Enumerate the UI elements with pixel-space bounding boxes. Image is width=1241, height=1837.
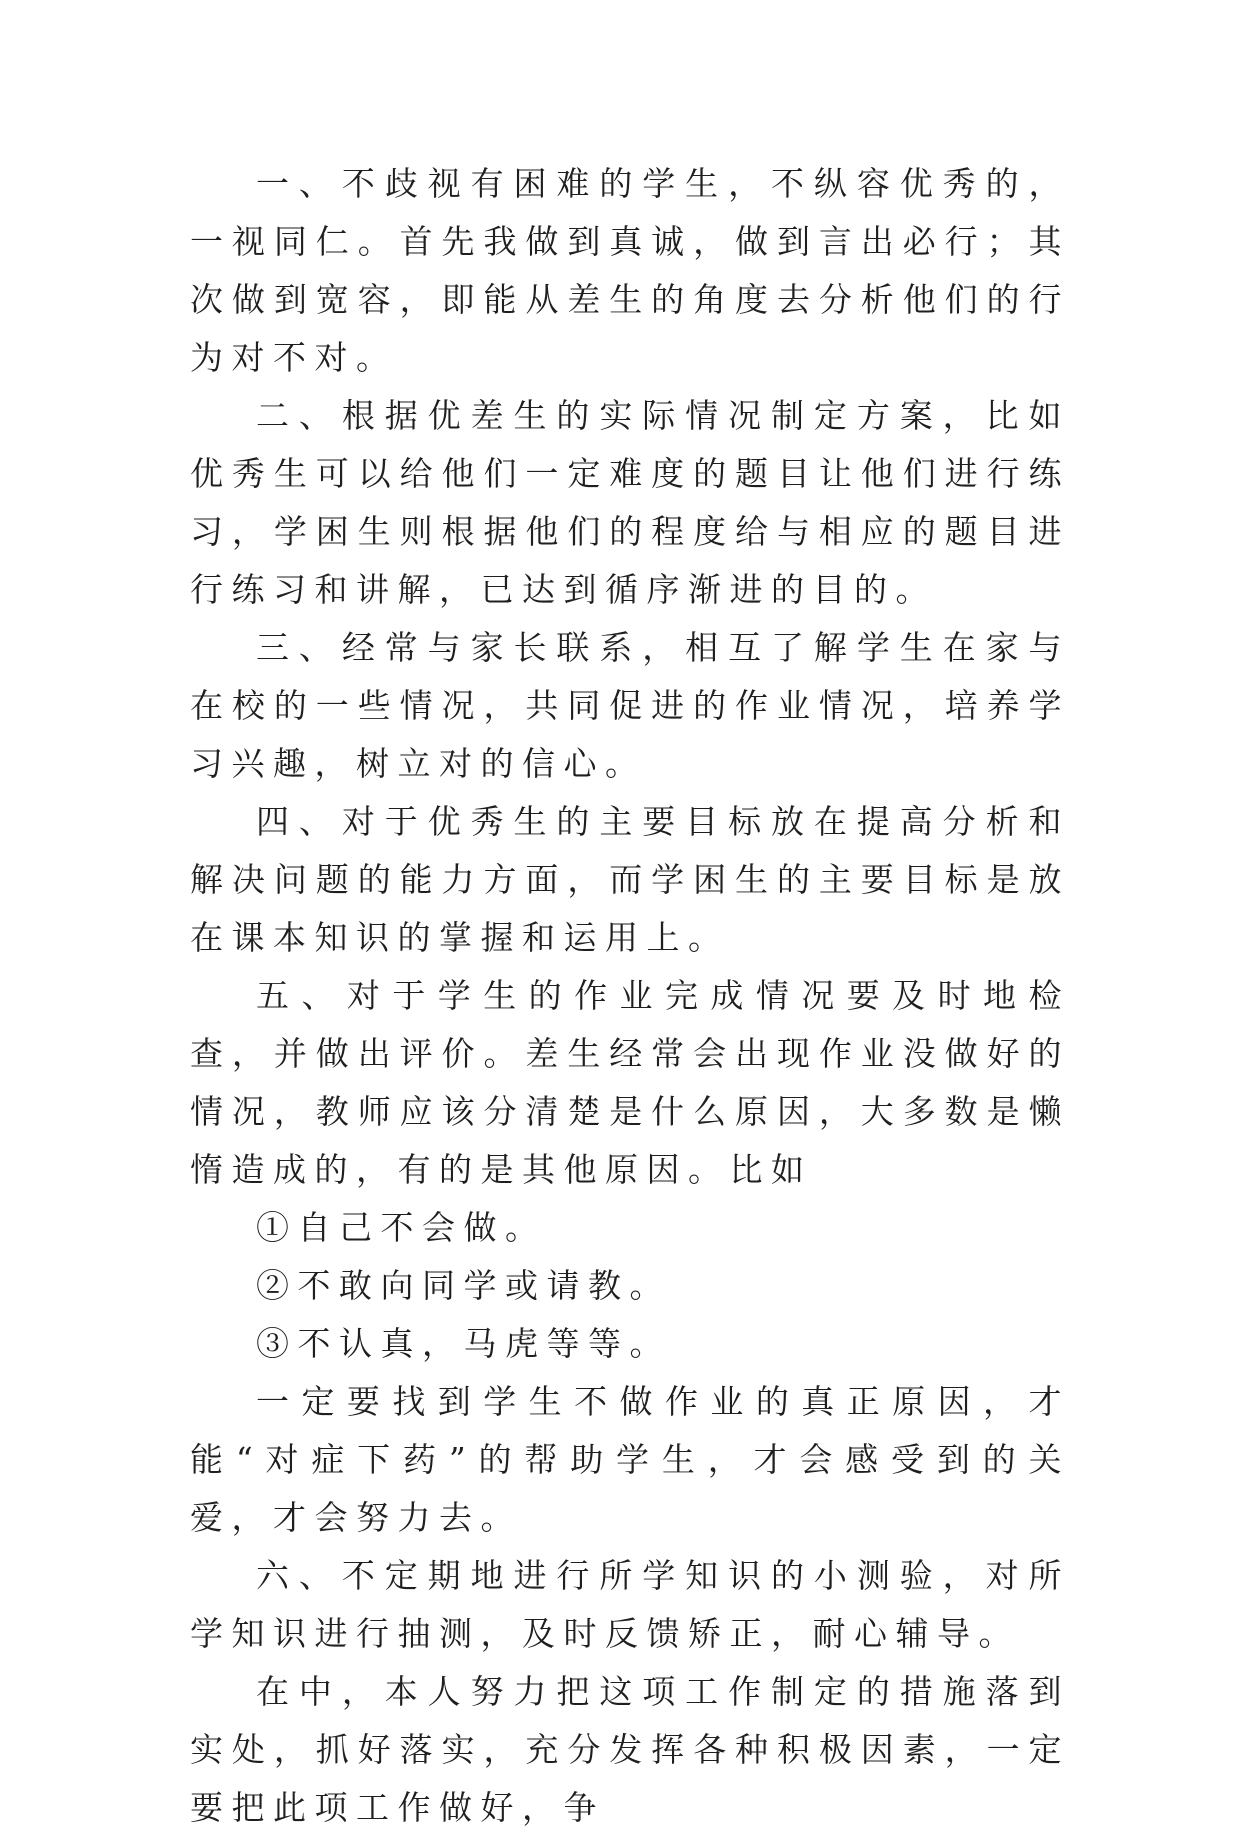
paragraph-5: 五、对于学生的作业完成情况要及时地检查，并做出评价。差生经常会出现作业没做好的情况，教师应该分清楚是什么原因，大多数是懒惰造成的，有的是其他原因。比如 xyxy=(190,976,1070,1189)
paragraph-6: 一定要找到学生不做作业的真正原因，才能“对症下药”的帮助学生，才会感受到的关爱，才会努力去。 xyxy=(190,1382,1070,1537)
list-item-2: ②不敢向同学或请教。 xyxy=(256,1266,671,1305)
paragraph-7: 六、不定期地进行所学知识的小测验，对所学知识进行抽测，及时反馈矫正，耐心辅导。 xyxy=(190,1556,1070,1653)
document-body xyxy=(190,155,1070,1837)
paragraph-8: 在中，本人努力把这项工作制定的措施落到实处，抓好落实，充分发挥各种积极因素，一定要把此项工作做好，争 xyxy=(190,1672,1070,1827)
list-item-1: ①自己不会做。 xyxy=(256,1208,547,1247)
paragraph-4: 四、对于优秀生的主要目标放在提高分析和解决问题的能力方面，而学困生的主要目标是放在课本知识的掌握和运用上。 xyxy=(190,802,1070,957)
list-item-3: ③不认真，马虎等等。 xyxy=(256,1324,671,1363)
paragraph-2: 二、根据优差生的实际情况制定方案，比如优秀生可以给他们一定难度的题目让他们进行练习，学困生则根据他们的程度给与相应的题目进行练习和讲解，已达到循序渐进的目的。 xyxy=(190,396,1070,609)
paragraph-3: 三、经常与家长联系，相互了解学生在家与在校的一些情况，共同促进的作业情况，培养学习兴趣，树立对的信心。 xyxy=(190,628,1070,783)
paragraph-1: 一、不歧视有困难的学生，不纵容优秀的，一视同仁。首先我做到真诚，做到言出必行；其次做到宽容，即能从差生的角度去分析他们的行为对不对。 xyxy=(190,164,1070,377)
